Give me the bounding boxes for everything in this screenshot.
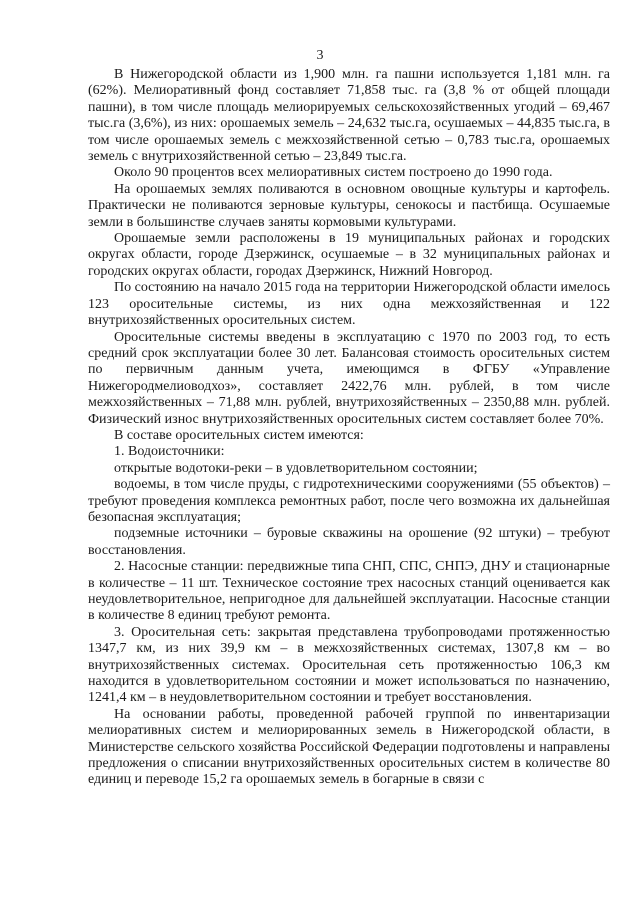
paragraph-districts: Орошаемые земли расположены в 19 муниципальных районах и городских округах области, городе Дзержинск, осушаемые – в 32 муниципальных районах и городских округах области, городах Дзержинск, Нижний Новгород. [88,231,610,279]
document-body [88,67,610,789]
paragraph-composition-intro: В составе оросительных систем имеются: [114,427,364,443]
list-item-pump-stations: 2. Насосные станции: передвижные типа СНП, СПС, СНПЭ, ДНУ и стационарные в количестве – 11 шт. Техническое состояние трех насосных станций оценивается как неудовлетворительное, непригодное для дальнейшей эксплуатации. Насосные станции в количестве 8 единиц требуют ремонта. [88,559,610,624]
list-item-water-sources: 1. Водоисточники: [114,444,225,460]
list-item-rivers: открытые водотоки-реки – в удовлетворительном состоянии; [114,460,478,476]
paragraph-systems-count: По состоянию на начало 2015 года на территории Нижегородской области имелось 123 оросительные системы, из них одна межхозяйственная и 122 внутрихозяйственных оросительных систем. [88,280,610,329]
paragraph-land-stats: В Нижегородской области из 1,900 млн. га пашни используется 1,181 млн. га (62%). Мелиоративный фонд составляет 71,858 тыс. га (3,8 % от общей площади пашни), в том числе площадь мелиорируемых сельскохозяйственных угодий – 69,467 тыс.га (3,6%), из них: орошаемых земель – 24,632 тыс.га, осушаемых – 44,835 тыс.га, в том числе орошаемых земель с межхозяйственной сетью – 0,783 тыс.га, орошаемых земель с внутрихозяйственной сетью – 23,849 тыс.га. [88,67,610,165]
paragraph-crops: На орошаемых землях поливаются в основном овощные культуры и картофель. Практически не поливаются зерновые культуры, сенокосы и пастбища. Осушаемые земли в большинстве случаев заняты кормовыми культурами. [88,181,610,230]
paragraph-built-before-1990: Около 90 процентов всех мелиоративных систем построено до 1990 года. [114,165,553,181]
list-item-underground: подземные источники – буровые скважины на орошение (92 штуки) – требуют восстановления. [88,526,610,558]
paragraph-commissioning: Оросительные системы введены в эксплуатацию с 1970 по 2003 год, то есть средний срок эксплуатации более 30 лет. Балансовая стоимость оросительных систем по первичным данным учета, имеющимся в ФГБУ «Управление Нижегородмелиоводхоз», составляет 2422,76 млн. рублей, в том числе межхозяйственных – 71,88 млн. рублей, внутрихозяйственных – 2350,88 млн. рублей. Физический износ внутрихозяйственных оросительных систем составляет более 70%. [88,329,610,427]
page-number: 3 [316,48,324,63]
list-item-reservoirs: водоемы, в том числе пруды, с гидротехническими сооружениями (55 объектов) – требуют проведения комплекса ремонтных работ, после чего возможна их дальнейшая безопасная эксплуатация; [88,477,610,525]
list-item-irrigation-network: 3. Оросительная сеть: закрытая представлена трубопроводами протяженностью 1347,7 км, из них 39,9 км – в межхозяйственных системах, 1307,8 км – во внутрихозяйственных системах. Оросительная сеть протяженностью 106,3 км находится в удовлетворительном состоянии и может использоваться по назначению, 1241,4 км – в неудовлетворительном состоянии и требует восстановления. [88,624,610,706]
paragraph-working-group: На основании работы, проведенной рабочей группой по инвентаризации мелиоративных систем и мелиорированных земель в Нижегородской области, в Министерстве сельского хозяйства Российской Федерации подготовлены и направлены предложения о списании внутрихозяйственных оросительных систем в количестве 80 единиц и переводе 15,2 га орошаемых земель в богарные в связи с [88,706,610,788]
